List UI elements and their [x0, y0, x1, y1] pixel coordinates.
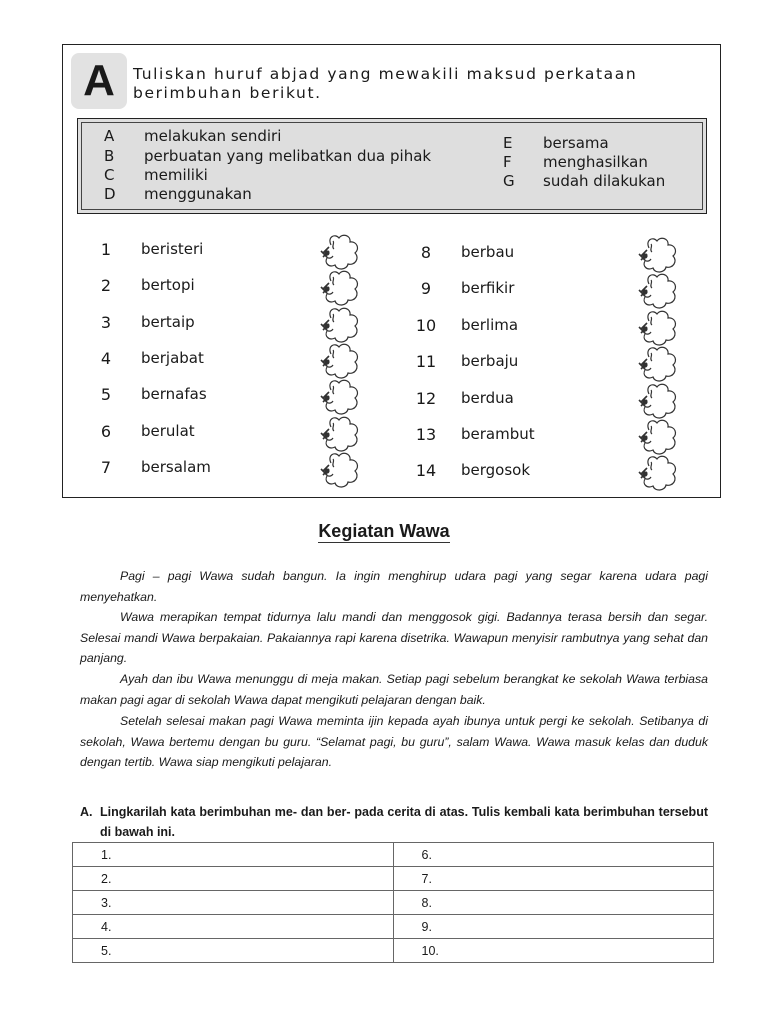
answer-flower-icon[interactable] [635, 307, 679, 347]
answer-cell[interactable]: 10. [393, 939, 714, 963]
legend-item: D menggunakan [104, 185, 252, 203]
exercise-letter: A. [80, 805, 93, 819]
answer-flower-icon[interactable] [317, 413, 361, 453]
answer-cell[interactable]: 3. [73, 891, 394, 915]
passage-paragraph: Setelah selesai makan pagi Wawa meminta ijin kepada ayah ibunya untuk pergi ke sekolah. Setibanya di sekolah, Wawa bertemu dengan bu guru. “Selamat pagi, bu guru”, salam Wawa. Wawa masuk kelas dan duduk dengan tertib. Wawa siap mengikuti pelajaran. [80, 714, 708, 769]
table-row [73, 867, 714, 891]
legend-item: E bersama [503, 134, 609, 152]
answer-flower-icon[interactable] [317, 340, 361, 380]
answer-flower-icon[interactable] [635, 270, 679, 310]
legend-item: C memiliki [104, 166, 208, 184]
legend-item: A melakukan sendiri [104, 127, 282, 145]
answer-cell[interactable]: 5. [73, 939, 394, 963]
section-a-badge: A [71, 53, 127, 109]
answer-flower-icon[interactable] [317, 449, 361, 489]
answer-flower-icon[interactable] [317, 231, 361, 271]
answer-flower-icon[interactable] [635, 452, 679, 492]
legend-item: B perbuatan yang melibatkan dua pihak [104, 147, 432, 165]
answer-flower-icon[interactable] [317, 267, 361, 307]
exercise-text: Lingkarilah kata berimbuhan me- dan ber- pada cerita di atas. Tulis kembali kata berimbuhan tersebut di bawah ini. [100, 805, 708, 839]
passage-paragraph: Wawa merapikan tempat tidurnya lalu mandi dan menggosok gigi. Badannya terasa bersih dan segar. Selesai mandi Wawa berpakaian. Pakaiannya rapi karena disetrika. Wawapun menyisir rambutnya yang sehat dan panjang. [80, 610, 708, 665]
legend-item: F menghasilkan [503, 153, 648, 171]
answer-flower-icon[interactable] [635, 380, 679, 420]
section-a-box: A Tuliskan huruf abjad yang mewakili maksud perkataan berimbuhan berikut. A melakukan sendiri B perbuatan yang melibatkan dua pihak C memiliki D menggunakan E bersama F menghasilkan G sudah dilakukan 1 beristeri 2 bertopi 3 bertaip 4 berjabat 5 bernafas 6 berulat 7 bersalam 8 berbau 9 berfikir 10 berlima 11 berbaju 12 berdua 13 berambut 14 bergosok [62, 44, 721, 498]
answer-cell[interactable]: 2. [73, 867, 394, 891]
answer-cell[interactable]: 1. [73, 843, 394, 867]
answer-table [72, 842, 714, 963]
table-row [73, 939, 714, 963]
legend-item: G sudah dilakukan [503, 172, 666, 190]
answer-cell[interactable]: 9. [393, 915, 714, 939]
section-a-instruction: Tuliskan huruf abjad yang mewakili maksud perkataan berimbuhan berikut. [133, 65, 638, 102]
answer-flower-icon[interactable] [635, 343, 679, 383]
answer-cell[interactable]: 6. [393, 843, 714, 867]
exercise-instruction [80, 802, 708, 842]
answer-flower-icon[interactable] [635, 234, 679, 274]
table-row [73, 843, 714, 867]
table-row [73, 891, 714, 915]
meaning-legend [77, 118, 707, 214]
answer-cell[interactable]: 8. [393, 891, 714, 915]
passage-title: Kegiatan Wawa [318, 521, 450, 541]
answer-cell[interactable]: 7. [393, 867, 714, 891]
answer-flower-icon[interactable] [317, 376, 361, 416]
answer-flower-icon[interactable] [317, 304, 361, 344]
passage-paragraph: Pagi – pagi Wawa sudah bangun. Ia ingin menghirup udara pagi yang segar karena udara pagi menyehatkan. [80, 569, 708, 604]
passage-paragraph: Ayah dan ibu Wawa menunggu di meja makan. Setiap pagi sebelum berangkat ke sekolah Wawa terbiasa makan pagi agar di sekolah Wawa dapat mengikuti pelajaran dengan baik. [80, 672, 708, 707]
answer-cell[interactable]: 4. [73, 915, 394, 939]
table-row [73, 915, 714, 939]
answer-flower-icon[interactable] [635, 416, 679, 456]
